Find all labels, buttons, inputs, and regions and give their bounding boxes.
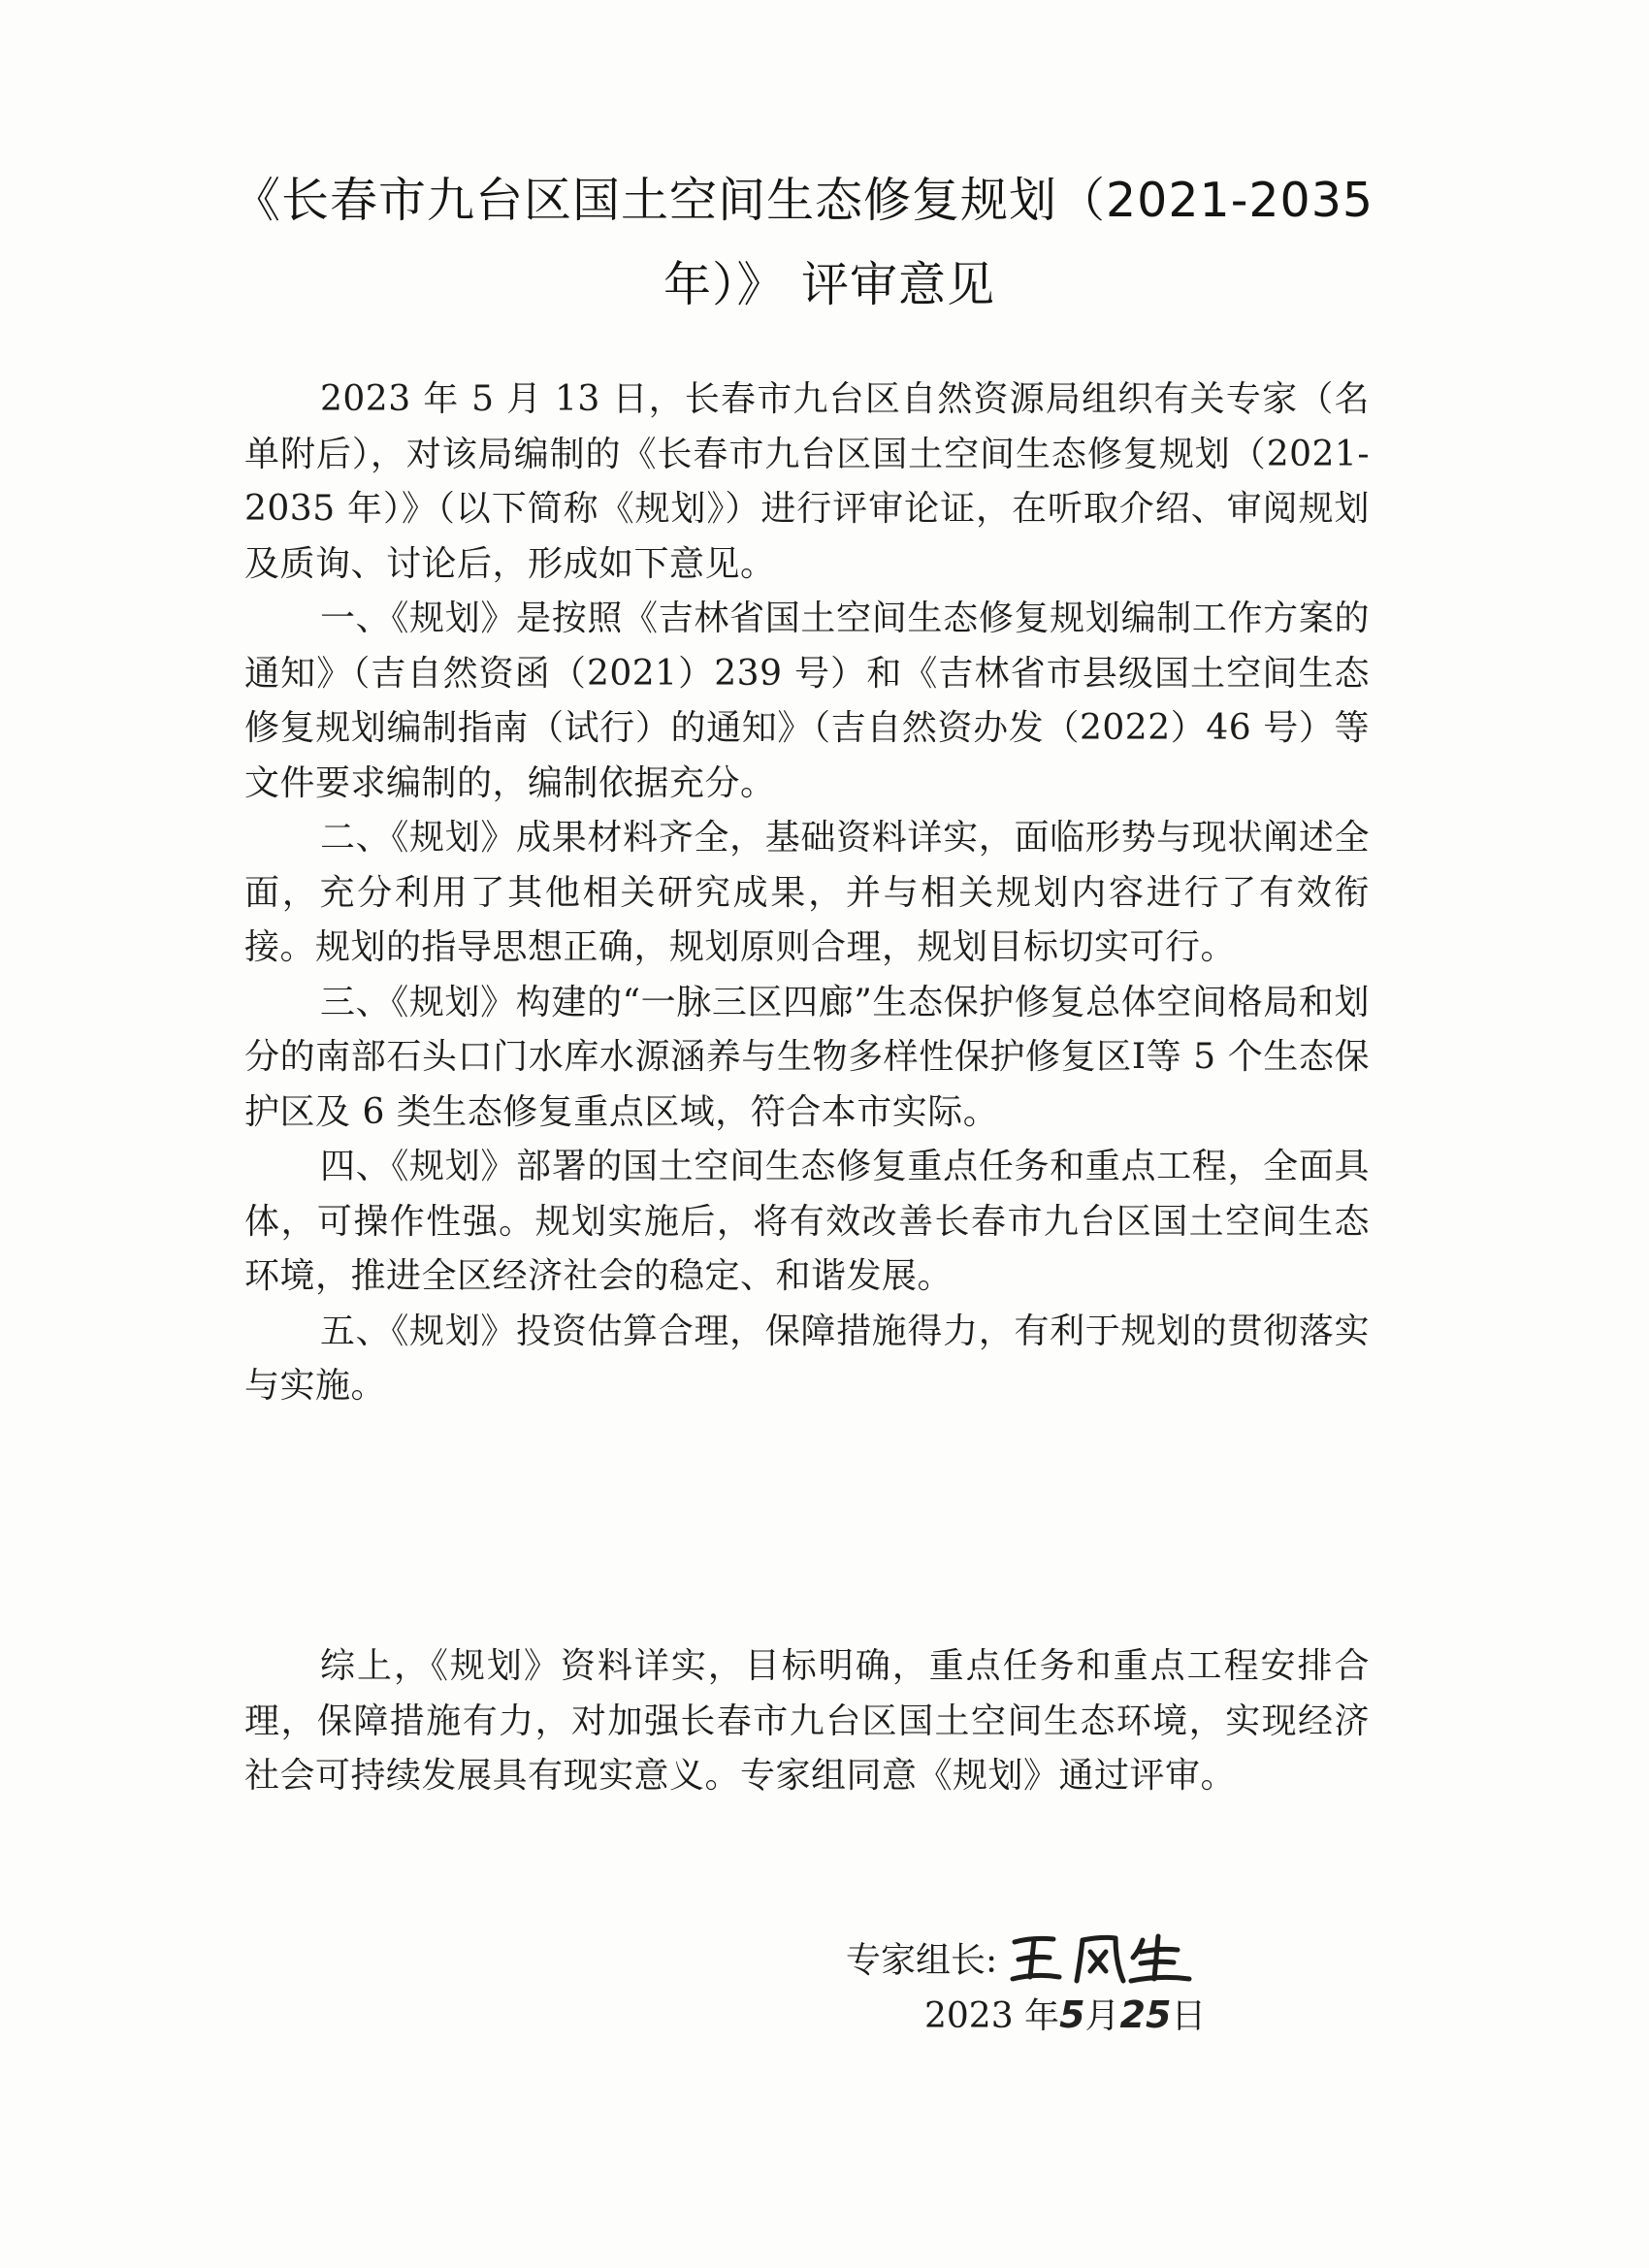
- summary-section: [244, 1639, 1370, 1804]
- intro-paragraph: 2023 年 5 月 13 日，长春市九台区自然资源局组织有关专家（名单附后），对该局编制的《长春市九台区国土空间生态修复规划（2021-2035 年）》（以下简称《规划》）进行评审论证，在听取介绍、审阅规划及质询、讨论后，形成如下意见。: [244, 379, 1370, 584]
- review-opinions: [244, 373, 1370, 1414]
- opinion-paragraph-2: 二、《规划》成果材料齐全，基础资料详实，面临形势与现状阐述全面，充分利用了其他相关研究成果，并与相关规划内容进行了有效衔接。规划的指导思想正确，规划原则合理，规划目标切实可行。: [244, 818, 1370, 967]
- document-title-line1: 《长春市九台区国土空间生态修复规划（2021-2035: [233, 173, 1374, 228]
- date-day-unit: 日: [1171, 1996, 1207, 2036]
- signature-line: [846, 1928, 1193, 1997]
- handwritten-signature: [1009, 1928, 1193, 1997]
- document-title-line2: 年）》 评审意见: [663, 257, 996, 312]
- signature-date: [924, 1989, 1206, 2038]
- signature-label: 专家组长:: [846, 1940, 998, 1981]
- date-month-unit: 月: [1084, 1996, 1120, 2036]
- summary-paragraph: 综上，《规划》资料详实，目标明确，重点任务和重点工程安排合理，保障措施有力，对加强长春市九台区国土空间生态环境，实现经济社会可持续发展具有现实意义。专家组同意《规划》通过评审。: [244, 1646, 1370, 1796]
- date-year: 2023 年: [924, 1996, 1060, 2036]
- opinion-paragraph-3: 三、《规划》构建的“一脉三区四廊”生态保护修复总体空间格局和划分的南部石头口门水库水源涵养与生物多样性保护修复区Ⅰ等 5 个生态保护区及 6 类生态修复重点区域，符合本市实际。: [244, 982, 1370, 1132]
- opinion-paragraph-5: 五、《规划》投资估算合理，保障措施得力，有利于规划的贯彻落实与实施。: [244, 1311, 1370, 1406]
- date-month-handwritten: 5: [1059, 1993, 1085, 2036]
- date-day-handwritten: 25: [1119, 1993, 1172, 2036]
- signature-graphic: [1009, 1928, 1193, 1989]
- opinion-paragraph-4: 四、《规划》部署的国土空间生态修复重点任务和重点工程，全面具体，可操作性强。规划实施后，将有效改善长春市九台区国土空间生态环境，推进全区经济社会的稳定、和谐发展。: [244, 1147, 1370, 1296]
- opinion-paragraph-1: 一、《规划》是按照《吉林省国土空间生态修复规划编制工作方案的通知》（吉自然资函（2021）239 号）和《吉林省市县级国土空间生态修复规划编制指南（试行）的通知》（吉自然资办发（2022）46 号）等文件要求编制的，编制依据充分。: [244, 599, 1370, 803]
